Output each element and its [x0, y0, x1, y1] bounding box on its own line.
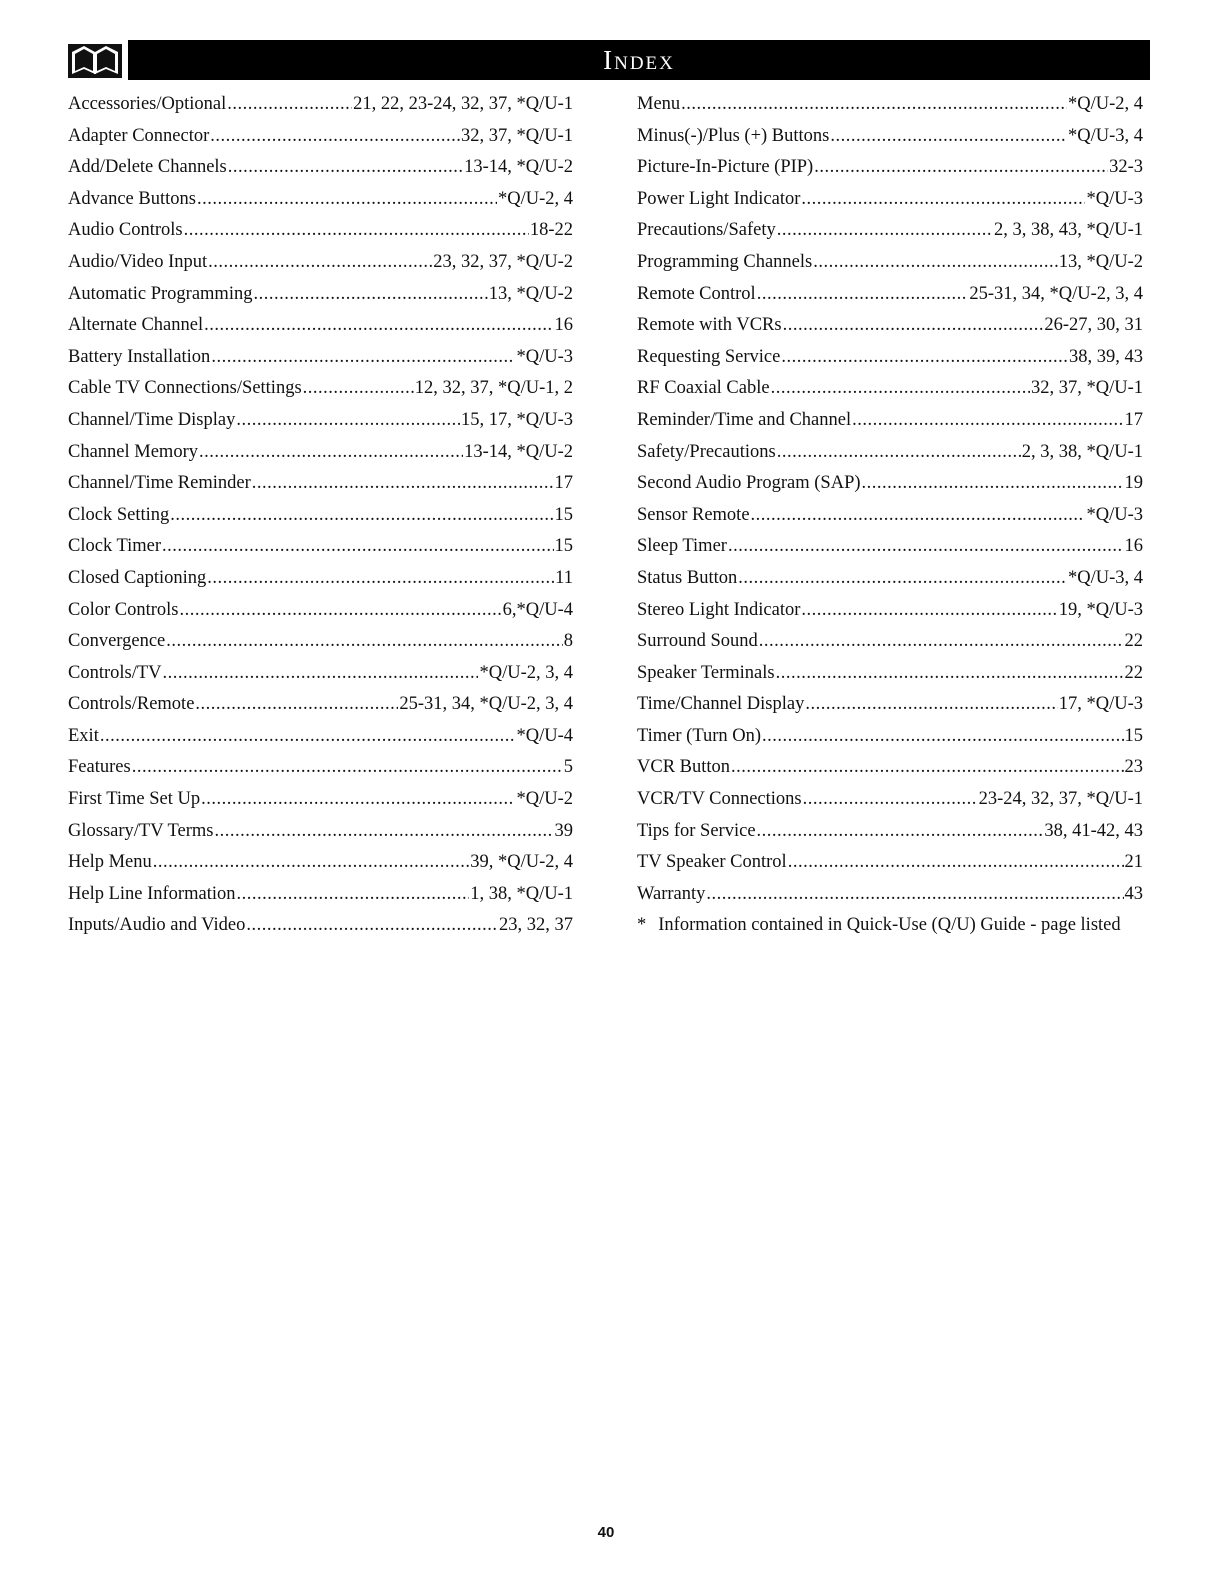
index-pages: 13, *Q/U-2 — [1058, 251, 1143, 272]
footnote-text: Information contained in Quick-Use (Q/U) Guide - page listed — [658, 915, 1121, 936]
index-pages: *Q/U-3, 4 — [1067, 567, 1143, 588]
index-entry — [637, 631, 1143, 663]
dot-leader — [153, 852, 469, 873]
index-term: Audio Controls — [68, 220, 183, 241]
index-entry — [637, 726, 1143, 758]
dot-leader — [236, 884, 469, 905]
index-pages: 32, 37, *Q/U-1 — [1030, 378, 1143, 399]
dot-leader — [681, 94, 1067, 115]
index-pages: *Q/U-2 — [516, 789, 573, 810]
index-term: Precautions/Safety — [637, 220, 776, 241]
dot-leader — [738, 568, 1067, 589]
index-entry — [637, 473, 1143, 505]
index-term: Second Audio Program (SAP) — [637, 473, 861, 494]
index-entry — [637, 600, 1143, 632]
index-term: Channel Memory — [68, 441, 198, 462]
index-entry — [637, 378, 1143, 410]
dot-leader — [166, 631, 562, 652]
index-pages: 15 — [554, 504, 573, 525]
index-entry — [68, 284, 573, 316]
dot-leader — [170, 505, 553, 526]
index-entry — [637, 284, 1143, 316]
dot-leader — [781, 347, 1068, 368]
index-entry — [68, 694, 573, 726]
dot-leader — [728, 536, 1124, 557]
index-pages: 2, 3, 38, 43, *Q/U-1 — [993, 220, 1143, 241]
index-term: Tips for Service — [637, 820, 756, 841]
index-pages: 17, *Q/U-3 — [1058, 694, 1143, 715]
index-entry — [637, 442, 1143, 474]
index-entry — [637, 220, 1143, 252]
index-term: Surround Sound — [637, 631, 758, 652]
index-pages: 15 — [554, 536, 573, 557]
dot-leader — [771, 378, 1030, 399]
dot-leader — [204, 315, 553, 336]
index-pages: *Q/U-3 — [1086, 188, 1143, 209]
index-pages: 38, 41-42, 43 — [1044, 820, 1143, 841]
dot-leader — [207, 568, 554, 589]
index-term: VCR Button — [637, 757, 731, 778]
index-pages: 23-24, 32, 37, *Q/U-1 — [978, 789, 1143, 810]
index-entry — [637, 189, 1143, 221]
dot-leader — [788, 852, 1124, 873]
page-number: 40 — [597, 1524, 615, 1541]
index-term: RF Coaxial Cable — [637, 378, 770, 399]
dot-leader — [757, 284, 969, 305]
index-column-right — [637, 94, 1143, 947]
index-term: Features — [68, 757, 131, 778]
dot-leader — [197, 189, 497, 210]
index-entry — [68, 220, 573, 252]
dot-leader — [253, 284, 487, 305]
index-term: Clock Timer — [68, 536, 162, 557]
index-term: Cable TV Connections/Settings — [68, 378, 302, 399]
index-entry — [68, 568, 573, 600]
dot-leader — [195, 694, 398, 715]
index-term: Power Light Indicator — [637, 188, 801, 209]
footnote-marker: * — [637, 915, 647, 936]
index-term: Closed Captioning — [68, 567, 207, 588]
index-entry — [68, 536, 573, 568]
index-pages: 22 — [1124, 662, 1143, 683]
index-term: Inputs/Audio and Video — [68, 915, 246, 936]
index-term: Timer (Turn On) — [637, 725, 762, 746]
index-pages: 21 — [1124, 852, 1143, 873]
dot-leader — [184, 220, 529, 241]
index-pages: 32-3 — [1109, 157, 1143, 178]
dot-leader — [757, 821, 1044, 842]
dot-leader — [163, 663, 479, 684]
index-entry — [68, 884, 573, 916]
dot-leader — [228, 157, 463, 178]
index-pages: 5 — [563, 757, 573, 778]
index-pages: 12, 32, 37, *Q/U-1, 2 — [414, 378, 573, 399]
index-entry — [68, 347, 573, 379]
index-term: Programming Channels — [637, 251, 813, 272]
index-term: Advance Buttons — [68, 188, 196, 209]
index-entry — [637, 347, 1143, 379]
index-pages: 21, 22, 23-24, 32, 37, *Q/U-1 — [353, 94, 573, 114]
index-pages: 11 — [555, 567, 573, 588]
index-entry — [68, 726, 573, 758]
index-term: Add/Delete Channels — [68, 157, 227, 178]
index-term: VCR/TV Connections — [637, 789, 802, 810]
dot-leader — [801, 189, 1085, 210]
index-pages: 19 — [1124, 473, 1143, 494]
index-entry — [637, 568, 1143, 600]
index-entry — [637, 757, 1143, 789]
index-pages: *Q/U-2, 4 — [497, 188, 573, 209]
index-term: Automatic Programming — [68, 283, 253, 304]
index-pages: 13-14, *Q/U-2 — [464, 157, 573, 178]
index-entry — [637, 694, 1143, 726]
index-term: Requesting Service — [637, 346, 781, 367]
index-term: Safety/Precautions — [637, 441, 776, 462]
index-term: Battery Installation — [68, 346, 211, 367]
dot-leader — [805, 694, 1057, 715]
index-pages: *Q/U-3, 4 — [1067, 125, 1143, 146]
index-term: Color Controls — [68, 599, 179, 620]
index-pages: 22 — [1124, 631, 1143, 652]
index-pages: 39 — [554, 820, 573, 841]
dot-leader — [777, 442, 1021, 463]
index-entry — [637, 505, 1143, 537]
index-term: Exit — [68, 725, 99, 746]
dot-leader — [830, 126, 1067, 147]
index-entry — [68, 189, 573, 221]
dot-leader — [759, 631, 1124, 652]
dot-leader — [862, 473, 1124, 494]
dot-leader — [706, 884, 1123, 905]
page-title: Index — [603, 44, 675, 75]
index-pages: 39, *Q/U-2, 4 — [470, 852, 573, 873]
index-pages: 15 — [1124, 725, 1143, 746]
dot-leader — [751, 505, 1086, 526]
index-pages: 15, 17, *Q/U-3 — [460, 409, 573, 430]
index-column-left — [68, 94, 573, 947]
dot-leader — [201, 789, 515, 810]
index-pages: 16 — [1124, 536, 1143, 557]
dot-leader — [813, 252, 1058, 273]
index-pages: 38, 39, 43 — [1069, 346, 1143, 367]
dot-leader — [246, 915, 498, 936]
index-entry — [68, 473, 573, 505]
index-term: Menu — [637, 94, 681, 114]
index-term: Clock Setting — [68, 504, 170, 525]
dot-leader — [100, 726, 516, 747]
index-pages: 18-22 — [529, 220, 573, 241]
index-pages: 2, 3, 38, *Q/U-1 — [1021, 441, 1143, 462]
title-bar — [128, 40, 1150, 80]
dot-leader — [180, 600, 502, 621]
index-term: Minus(-)/Plus (+) Buttons — [637, 125, 830, 146]
index-term: Help Line Information — [68, 883, 236, 904]
index-entry — [68, 789, 573, 821]
dot-leader — [252, 473, 554, 494]
footnote — [637, 915, 1143, 947]
dot-leader — [731, 757, 1123, 778]
index-term: Help Menu — [68, 852, 152, 873]
index-entry — [68, 252, 573, 284]
index-pages: 23, 32, 37 — [499, 915, 573, 936]
index-pages: *Q/U-2, 3, 4 — [479, 662, 573, 683]
index-term: Warranty — [637, 883, 706, 904]
index-entry — [68, 378, 573, 410]
index-term: Remote Control — [637, 283, 756, 304]
index-pages: *Q/U-3 — [1086, 504, 1143, 525]
dot-leader — [801, 600, 1057, 621]
index-pages: 17 — [1124, 409, 1143, 430]
index-entry — [68, 821, 573, 853]
dot-leader — [199, 442, 463, 463]
dot-leader — [814, 157, 1108, 178]
index-entry — [68, 663, 573, 695]
index-pages: 16 — [554, 315, 573, 336]
index-pages: 23, 32, 37, *Q/U-2 — [433, 251, 573, 272]
index-entry — [637, 410, 1143, 442]
index-entry — [637, 157, 1143, 189]
dot-leader — [132, 757, 563, 778]
index-entry — [68, 852, 573, 884]
index-entry — [68, 915, 573, 947]
dot-leader — [211, 347, 515, 368]
index-term: Glossary/TV Terms — [68, 820, 214, 841]
index-entry — [637, 315, 1143, 347]
index-pages: 13-14, *Q/U-2 — [464, 441, 573, 462]
index-entry — [68, 410, 573, 442]
dot-leader — [762, 726, 1123, 747]
index-entry — [68, 631, 573, 663]
index-entry — [68, 315, 573, 347]
index-term: Status Button — [637, 567, 738, 588]
index-pages: 32, 37, *Q/U-1 — [460, 125, 573, 146]
index-entry — [637, 663, 1143, 695]
index-pages: 17 — [554, 473, 573, 494]
index-term: Convergence — [68, 631, 166, 652]
index-term: Accessories/Optional — [68, 94, 227, 114]
index-pages: 8 — [563, 631, 573, 652]
dot-leader — [303, 378, 414, 399]
dot-leader — [236, 410, 460, 431]
index-entry — [68, 126, 573, 158]
index-term: Channel/Time Reminder — [68, 473, 251, 494]
index-entry — [68, 94, 573, 126]
index-entry — [68, 757, 573, 789]
index-pages: 23 — [1124, 757, 1143, 778]
index-pages: 25-31, 34, *Q/U-2, 3, 4 — [399, 694, 573, 715]
index-entry — [637, 252, 1143, 284]
index-pages: 25-31, 34, *Q/U-2, 3, 4 — [969, 283, 1143, 304]
index-pages: 26-27, 30, 31 — [1044, 315, 1143, 336]
index-pages: *Q/U-2, 4 — [1067, 94, 1143, 114]
index-entry — [68, 442, 573, 474]
index-pages: *Q/U-4 — [516, 725, 573, 746]
dot-leader — [776, 663, 1124, 684]
dot-leader — [210, 126, 460, 147]
index-term: Remote with VCRs — [637, 315, 782, 336]
index-term: Time/Channel Display — [637, 694, 805, 715]
index-pages: 19, *Q/U-3 — [1058, 599, 1143, 620]
index-entry — [637, 536, 1143, 568]
index-term: Sensor Remote — [637, 504, 750, 525]
index-pages: 13, *Q/U-2 — [488, 283, 573, 304]
index-term: TV Speaker Control — [637, 852, 787, 873]
index-entry — [68, 505, 573, 537]
index-term: Audio/Video Input — [68, 251, 208, 272]
index-term: Controls/TV — [68, 662, 162, 683]
index-entry — [637, 94, 1143, 126]
dot-leader — [852, 410, 1123, 431]
index-term: Alternate Channel — [68, 315, 204, 336]
index-pages: *Q/U-3 — [516, 346, 573, 367]
index-header — [66, 40, 1150, 80]
book-icon — [66, 40, 124, 80]
dot-leader — [777, 220, 993, 241]
index-entry — [637, 126, 1143, 158]
index-term: First Time Set Up — [68, 789, 201, 810]
index-pages: 1, 38, *Q/U-1 — [470, 883, 573, 904]
index-term: Adapter Connector — [68, 125, 210, 146]
index-entry — [68, 600, 573, 632]
index-pages: 6,*Q/U-4 — [502, 599, 573, 620]
index-entry — [637, 789, 1143, 821]
dot-leader — [227, 94, 352, 115]
dot-leader — [215, 821, 554, 842]
index-term: Channel/Time Display — [68, 409, 236, 430]
dot-leader — [162, 536, 553, 557]
index-term: Reminder/Time and Channel — [637, 409, 852, 430]
index-entry — [637, 852, 1143, 884]
dot-leader — [783, 315, 1044, 336]
index-term: Sleep Timer — [637, 536, 727, 557]
index-pages: 43 — [1124, 883, 1143, 904]
dot-leader — [208, 252, 432, 273]
index-entry — [68, 157, 573, 189]
index-term: Picture-In-Picture (PIP) — [637, 157, 814, 178]
index-term: Stereo Light Indicator — [637, 599, 801, 620]
index-entry — [637, 884, 1143, 916]
index-term: Speaker Terminals — [637, 662, 775, 683]
index-entry — [637, 821, 1143, 853]
dot-leader — [803, 789, 978, 810]
index-term: Controls/Remote — [68, 694, 195, 715]
